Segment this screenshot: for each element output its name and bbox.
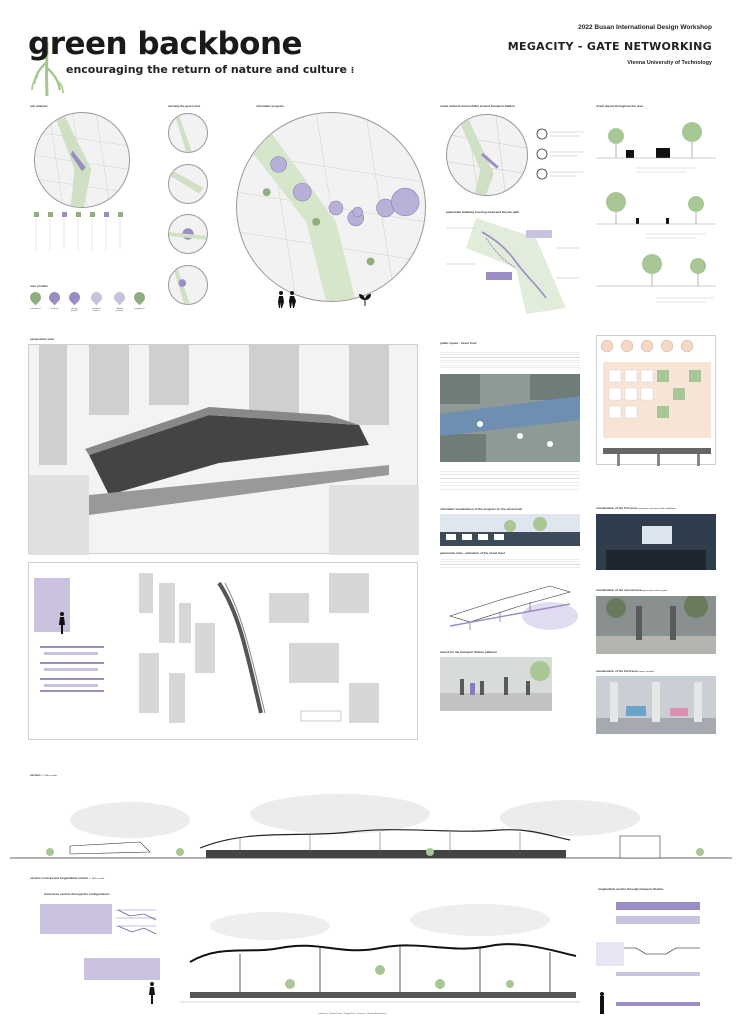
street-network-label: street network and mobility around Gumjeon Station [440,104,515,108]
workshop-label: 2022 Busan International Design Workshop [578,24,712,31]
longitudinal-section-label: longitudinal section through Gumjeon Station [598,887,664,891]
profile-employees: employees [134,290,145,312]
street-network-map [446,114,528,196]
profile-young-people: young people [68,290,81,312]
panoramic-text [440,557,580,569]
person-section-icon [148,982,156,1004]
concept-section-bars [40,646,104,696]
street-layout-sketches [596,114,716,314]
profile-families: people of families [89,290,105,312]
poster-title: green backbone [28,26,303,62]
green-axis-map-3 [168,214,208,254]
user-profiles-row [30,290,145,312]
profile-elderly: elderly people [113,290,126,312]
perspective-view-render [28,344,418,554]
longitudinal-section-diagram [596,896,716,1016]
public-space-caption [440,468,580,492]
cross-section-drawing [180,900,580,1008]
first-area-sketch [596,335,716,465]
station-view-photo [440,657,552,711]
green-axis-map-2 [168,164,208,204]
poster-subtitle: encouraging the return of nature and culture ⁝ [66,63,355,76]
panoramic-diagram [440,576,580,634]
perspective-view-label: perspective view [30,337,55,341]
section-label: section 1 : 500 m scale [30,773,57,777]
person-scale-icon [58,612,66,634]
section-concept-label: section concept and longitudinal section 1 : 200 m scale [30,876,105,880]
green-axis-map-1 [168,113,208,153]
station-view-label: view from the Gumjeon Station platform [440,650,498,654]
second-area-photo [596,596,716,654]
existing-green-label: existing the green axis [168,104,201,108]
schematic-vis-label: schematic visualisation of the program on the street level [440,507,523,511]
people-figures-icon [276,290,298,308]
site-analysis-map [34,112,130,208]
mobility-icons [536,128,586,204]
long-section-drawing [10,790,732,868]
second-area-label: visualisation of the second area green and market space [596,588,668,592]
transverse-section-label: transverse section through the configurations [44,892,110,896]
panoramic-view-label: panoramic view - activation of the street level [440,551,505,555]
schematic-vis-strip [440,514,580,546]
first-area-photo [596,514,716,570]
profile-commuters: commuters [30,290,41,312]
public-space-text [440,350,580,368]
site-legend [34,212,144,252]
section-callout [84,958,160,980]
public-space-label: public space - street food [440,341,477,345]
user-profiles-label: user profiles [30,284,49,288]
site-analysis-label: site analysis [30,104,48,108]
schematic-program-label: schematic program [256,104,284,108]
street-layout-label: street layout throughout the area [596,104,644,108]
transverse-section-diagram [40,902,156,946]
third-area-photo [596,676,716,734]
project-title: MEGACITY - GATE NETWORKING [507,40,712,53]
schematic-program-map [236,112,426,302]
sprout-icon [358,292,372,306]
profile-students: students [49,290,60,312]
university-label: Vienna University of Technology [627,60,712,66]
pedestrian-walkway-label: pedestrian walkway housing tread and bicycle path [446,210,520,214]
first-area-label: visualisation of the first area temporary structures and exhibitions [596,506,677,510]
third-area-label: visualisation of the third area sports corridor [596,669,655,673]
green-axis-map-4 [168,265,208,305]
aerial-photo [440,374,580,462]
footer-credits: Lindström · Novák-Kovač · Babyj-Pech · Brunner · Müller-Rechenbach [318,1013,387,1015]
pedestrian-walkway-diagram [446,218,580,314]
